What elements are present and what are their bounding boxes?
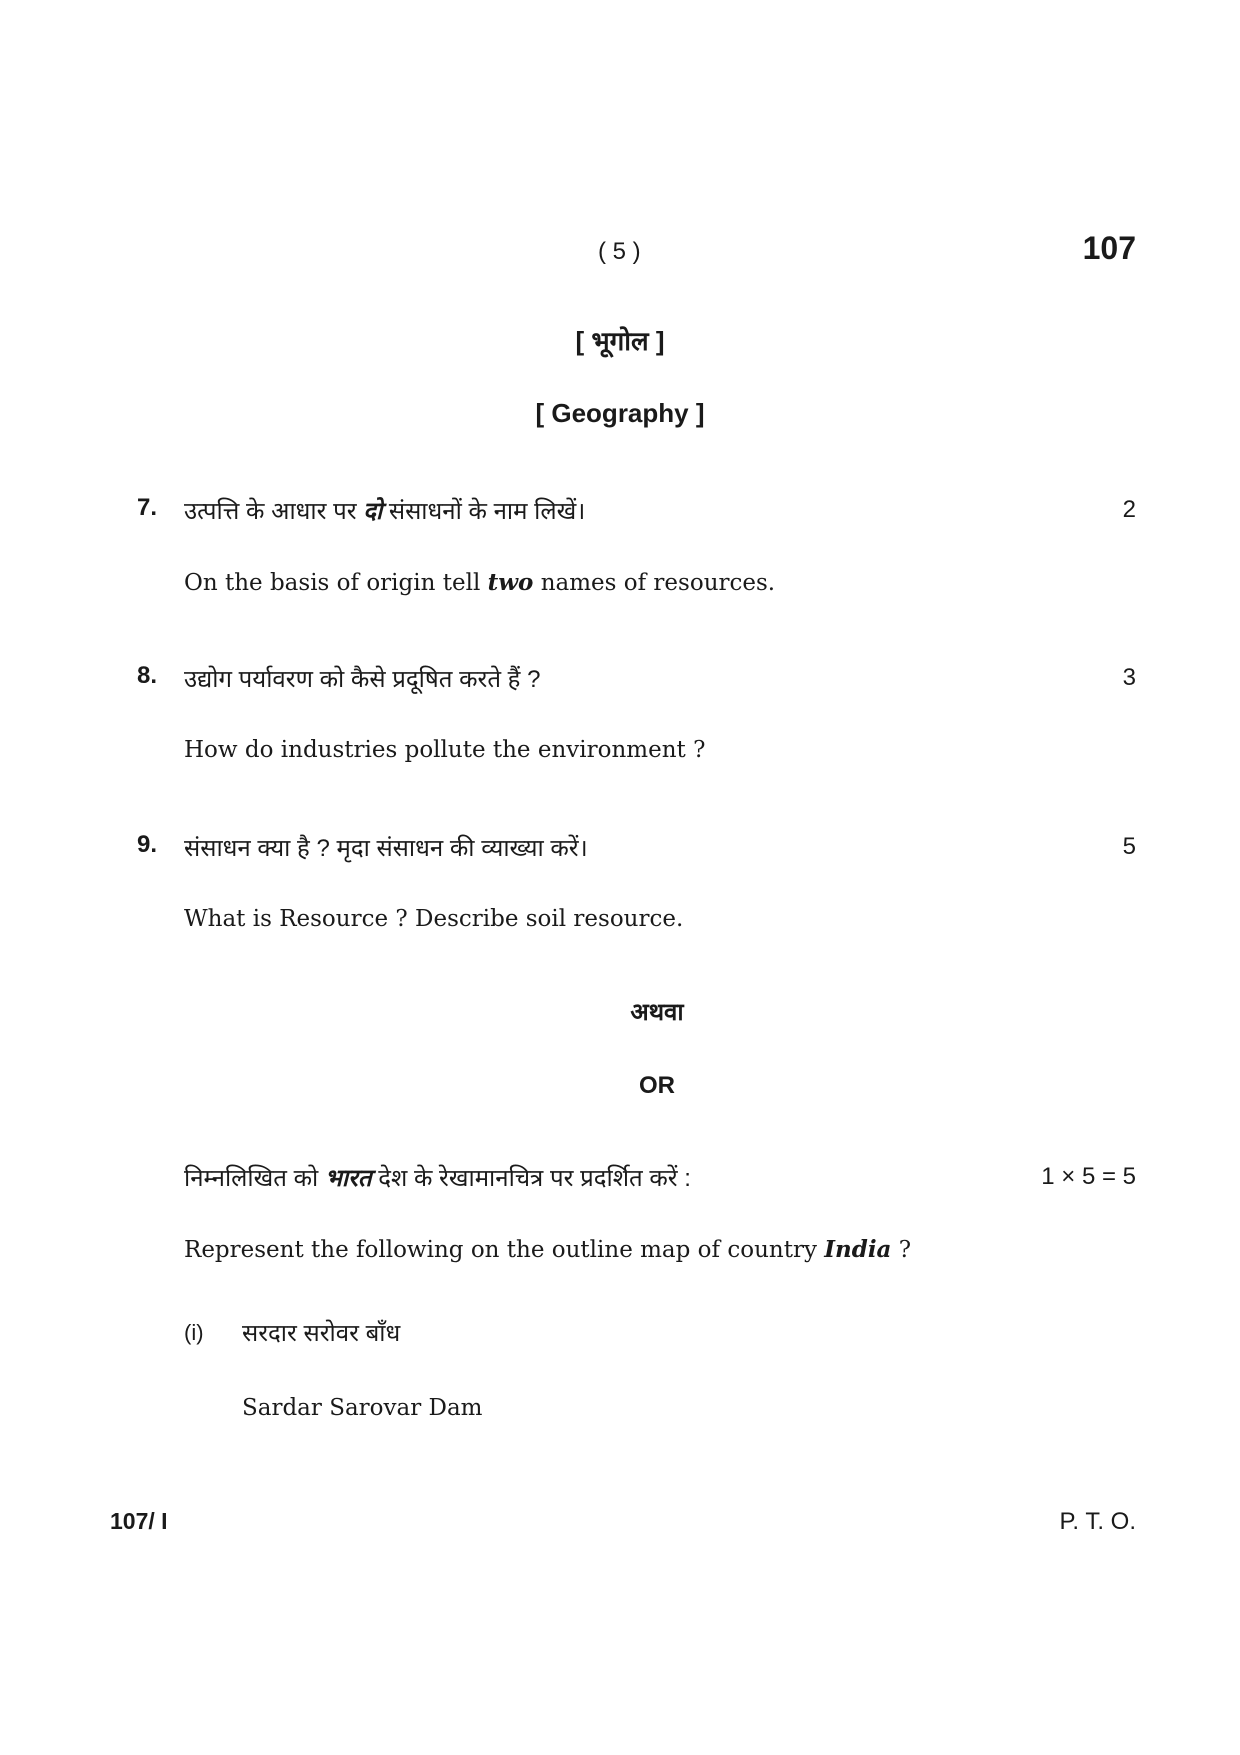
alternative-english-emphasis: India — [824, 1236, 892, 1263]
question-7-hindi-emphasis: दो — [363, 498, 383, 525]
page-number: ( 5 ) — [598, 238, 641, 265]
or-label-hindi: अथवा — [630, 999, 684, 1026]
question-7-english-emphasis: two — [487, 569, 534, 596]
question-7-number: 7. — [137, 494, 158, 521]
question-9-english: What is Resource ? Describe soil resource. — [184, 906, 684, 932]
question-8-number: 8. — [137, 662, 158, 689]
sub-item-label: (i) — [184, 1320, 204, 1345]
question-7-hindi: उत्पत्ति के आधार पर दो संसाधनों के नाम लिखें। — [184, 498, 586, 525]
question-8-hindi: उद्योग पर्यावरण को कैसे प्रदूषित करते हैं ? — [184, 666, 541, 693]
question-8-english: How do industries pollute the environment ? — [184, 737, 706, 763]
question-9-number: 9. — [137, 831, 158, 858]
question-9-marks: 5 — [1122, 833, 1136, 860]
question-7-english: On the basis of origin tell two names of resources. — [184, 569, 776, 596]
paper-code: 107 — [1082, 230, 1136, 266]
question-9-hindi: संसाधन क्या है ? मृदा संसाधन की व्याख्या करें। — [184, 835, 588, 862]
sub-item-hindi: सरदार सरोवर बाँध — [242, 1320, 401, 1347]
alternative-hindi: निम्नलिखित को भारत देश के रेखामानचित्र पर प्रदर्शित करें : — [184, 1165, 691, 1192]
question-8-marks: 3 — [1122, 664, 1136, 691]
question-7-marks: 2 — [1122, 496, 1136, 523]
footer-pto: P. T. O. — [1059, 1508, 1136, 1535]
alternative-hindi-emphasis: भारत — [324, 1165, 372, 1192]
section-title-hindi: [ भूगोल ] — [575, 326, 665, 356]
alternative-english: Represent the following on the outline map of country India ? — [184, 1236, 912, 1263]
footer-paper-code: 107/ I — [110, 1508, 168, 1534]
section-title-english: [ Geography ] — [535, 398, 705, 428]
alternative-marks: 1 × 5 = 5 — [1041, 1163, 1136, 1190]
or-label-english: OR — [639, 1072, 675, 1099]
sub-item-english: Sardar Sarovar Dam — [242, 1395, 483, 1421]
